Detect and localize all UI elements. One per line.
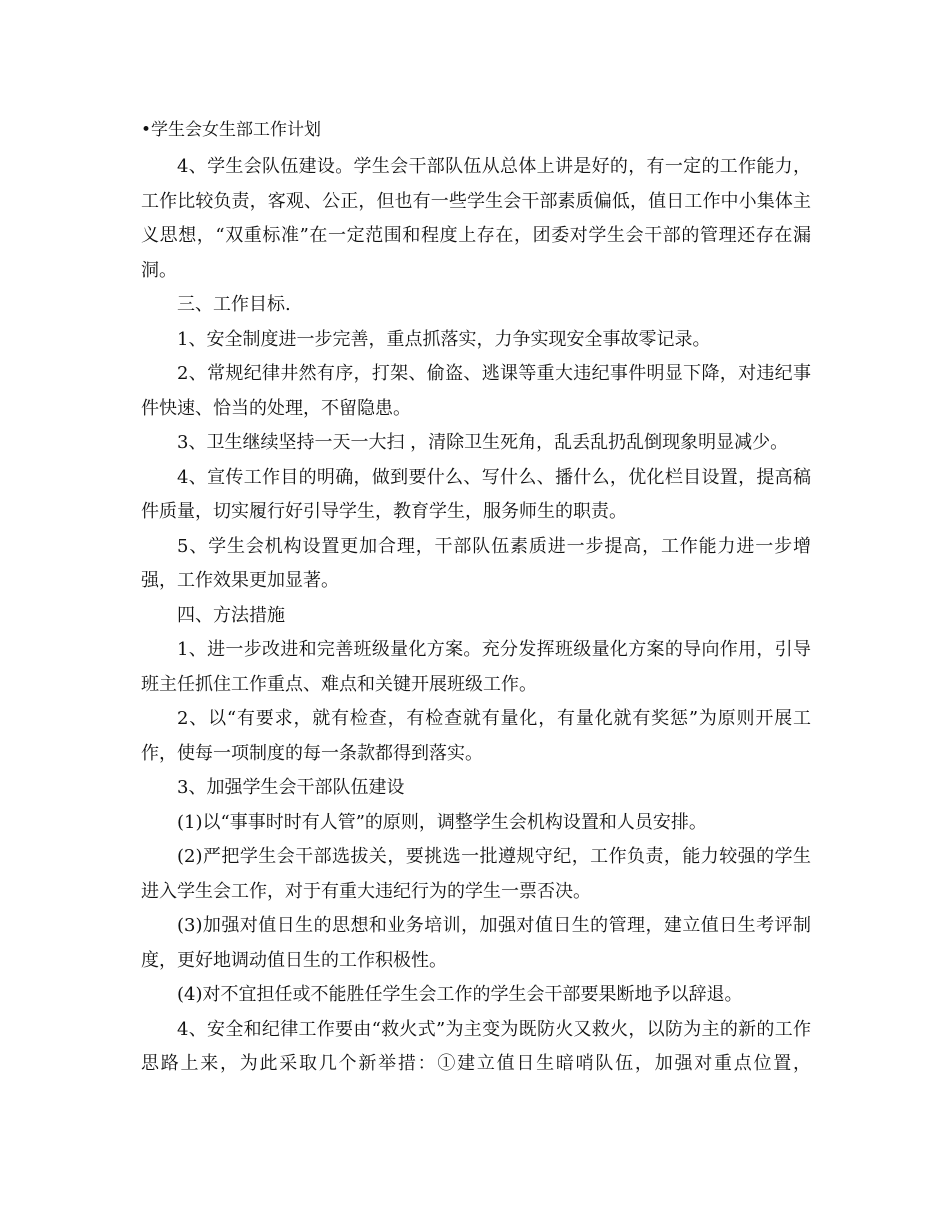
paragraph-measure-1: 1、进一步改进和完善班级量化方案。充分发挥班级量化方案的导向作用，引导班主任抓住工作重点、难点和关键开展班级工作。 — [141, 639, 811, 695]
section-heading-goals: 三、工作目标. — [177, 294, 291, 315]
paragraph-goal-5: 5、学生会机构设置更加合理，干部队伍素质进一步提高，工作能力进一步增强，工作效果更加显著。 — [141, 535, 811, 591]
paragraph-goal-4: 4、宣传工作目的明确，做到要什么、写什么、播什么，优化栏目设置，提高稿件质量，切实履行好引导学生，教育学生，服务师生的职责。 — [141, 466, 811, 522]
paragraph-measure-3-item-1: (1)以“事事时时有人管”的原则，调整学生会机构设置和人员安排。 — [177, 811, 707, 833]
section-heading-measures: 四、方法措施 — [177, 604, 285, 626]
paragraph-measure-4: 4、安全和纪律工作要由“救火式”为主变为既防火又救火，以防为主的新的工作思路上来，为此采取几个新举措：①建立值日生暗哨队伍，加强对重点位置， — [141, 1018, 811, 1074]
document-title: •学生会女生部工作计划 — [141, 120, 322, 140]
paragraph-measure-3-item-3: (3)加强对值日生的思想和业务培训，加强对值日生的管理，建立值日生考评制度，更好地调动值日生的工作积极性。 — [141, 915, 811, 971]
document-body — [141, 150, 811, 1082]
paragraph-measure-2: 2、以“有要求，就有检查，有检查就有量化，有量化就有奖惩”为原则开展工作，使每一项制度的每一条款都得到落实。 — [141, 708, 811, 764]
paragraph-goal-2: 2、常规纪律井然有序，打架、偷盗、逃课等重大违纪事件明显下降，对违纪事件快速、恰当的处理，不留隐患。 — [141, 363, 811, 419]
paragraph-goal-1: 1、安全制度进一步完善，重点抓落实，力争实现安全事故零记录。 — [177, 328, 711, 350]
paragraph-measure-3-item-2: (2)严把学生会干部选拔关，要挑选一批遵规守纪，工作负责，能力较强的学生进入学生会工作，对于有重大违纪行为的学生一票否决。 — [141, 846, 811, 902]
paragraph-measure-3-item-4: (4)对不宜担任或不能胜任学生会工作的学生会干部要果断地予以辞退。 — [177, 984, 743, 1005]
paragraph-team-building: 4、学生会队伍建设。学生会干部队伍从总体上讲是好的，有一定的工作能力，工作比较负责，客观、公正，但也有一些学生会干部素质偏低，值日工作中小集体主义思想，“双重标准”在一定范围和程度上存在，团委对学生会干部的管理还存在漏洞。 — [141, 156, 811, 281]
paragraph-measure-3: 3、加强学生会干部队伍建设 — [177, 777, 405, 798]
paragraph-goal-3: 3、卫生继续坚持一天一大扫 ，清除卫生死角，乱丢乱扔乱倒现象明显减少。 — [177, 432, 789, 453]
